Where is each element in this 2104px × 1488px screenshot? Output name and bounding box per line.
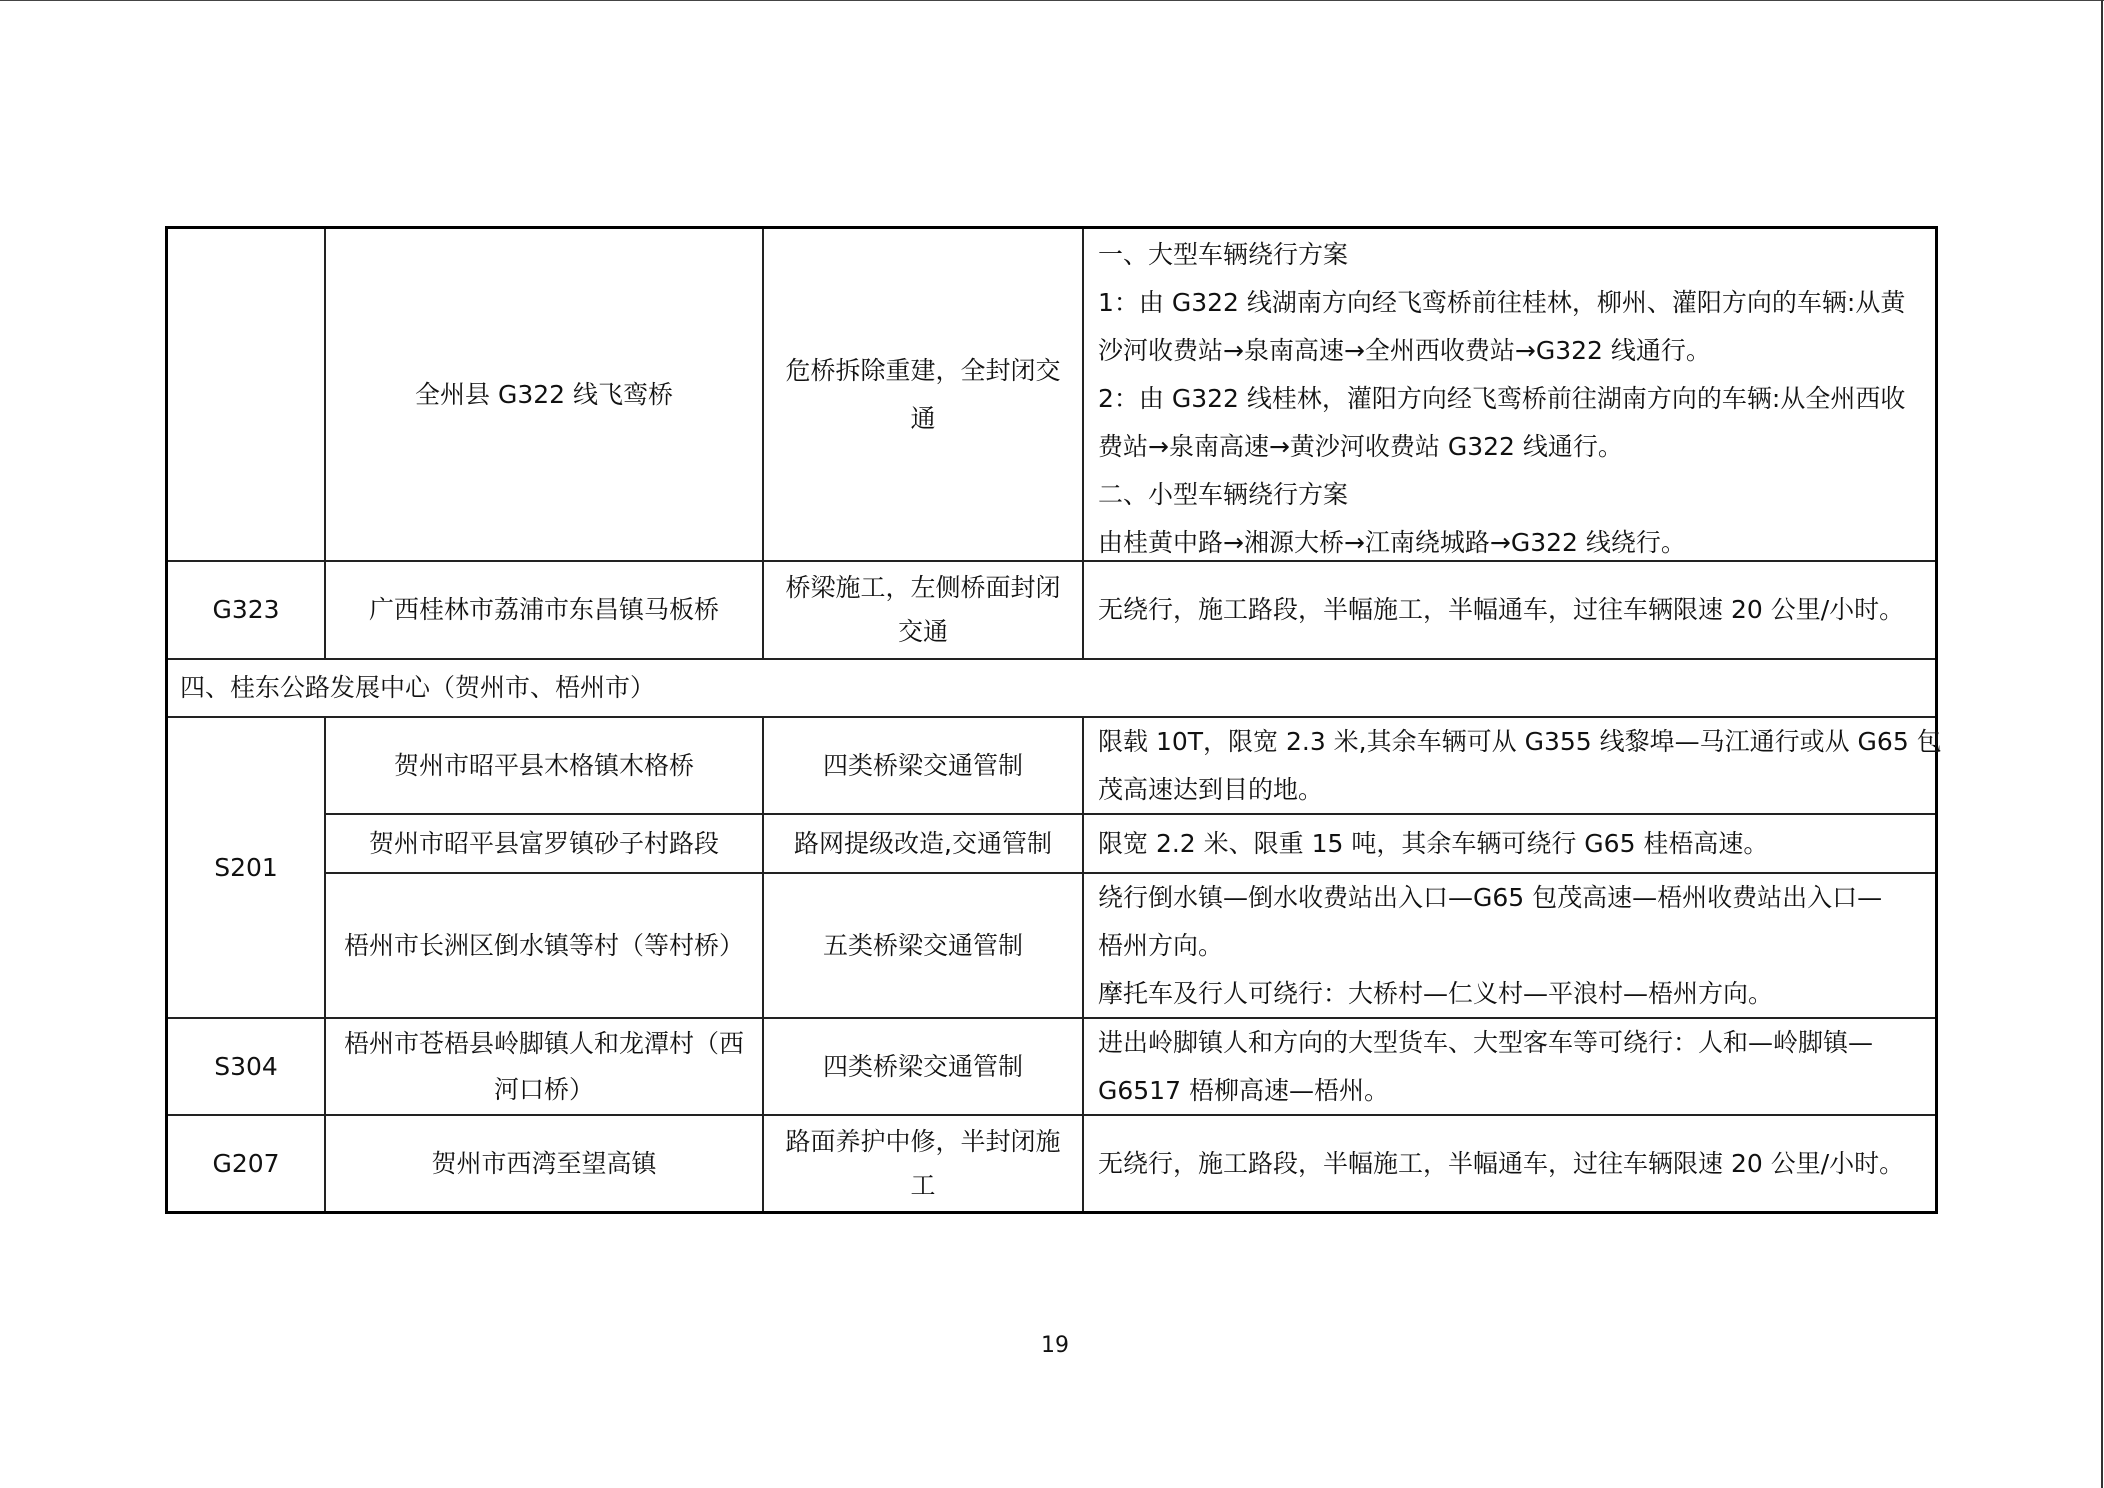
detour-line: 无绕行，施工路段，半幅施工，半幅通车，过往车辆限速 20 公里/小时。: [1098, 1148, 1905, 1178]
road-closure-table: [165, 226, 1942, 1214]
road-code: G207: [212, 1148, 280, 1178]
road-code: G323: [212, 595, 280, 624]
cell-location: [326, 874, 764, 1019]
cell-location: [326, 718, 764, 815]
measure-text: 四类桥梁交通管制: [822, 1051, 1023, 1081]
detour-line: 无绕行，施工路段，半幅施工，半幅通车，过往车辆限速 20 公里/小时。: [1098, 595, 1905, 624]
cell-detour: [1084, 815, 1935, 874]
cell-road: [168, 1019, 326, 1116]
measure-text: 路网提级改造,交通管制: [794, 828, 1052, 858]
cell-location: [326, 562, 764, 660]
cell-location: [326, 1019, 764, 1116]
road-code: S304: [214, 1051, 278, 1081]
cell-measure: [764, 562, 1084, 660]
cell-road: [168, 562, 326, 660]
measure-text: 桥梁施工，左侧桥面封闭交通: [785, 573, 1061, 646]
detour-line: 限载 10T，限宽 2.3 米,其余车辆可从 G355 线黎埠—马江通行或从 G65 包: [1098, 727, 1942, 756]
cell-detour: [1084, 1019, 1935, 1116]
cell-detour: [1084, 874, 1935, 1019]
measure-text: 四类桥梁交通管制: [822, 750, 1023, 780]
detour-line: 进出岭脚镇人和方向的大型货车、大型客车等可绕行：人和—岭脚镇—: [1098, 1028, 1874, 1057]
cell-measure: [764, 874, 1084, 1019]
detour-line: 限宽 2.2 米、限重 15 吨，其余车辆可绕行 G65 桂梧高速。: [1098, 828, 1769, 858]
cell-measure: [764, 718, 1084, 815]
page-top-edge: [0, 0, 2104, 1]
cell-measure: [764, 1116, 1084, 1211]
cell-road: [168, 718, 326, 1019]
road-code: S201: [214, 852, 278, 882]
cell-detour: [1084, 562, 1935, 660]
cell-road-empty: [168, 229, 326, 562]
location-text: 梧州市苍梧县岭脚镇人和龙潭村（西河口桥）: [343, 1028, 744, 1104]
detour-line: 2：由 G322 线桂林，灌阳方向经飞鸾桥前往湖南方向的车辆:从全州西收: [1098, 384, 1906, 413]
cell-measure: [764, 229, 1084, 562]
detour-line: 梧州方向。: [1098, 931, 1224, 960]
detour-line: 由桂黄中路→湘源大桥→江南绕城路→G322 线绕行。: [1098, 528, 1686, 557]
location-text: 广西桂林市荔浦市东昌镇马板桥: [368, 595, 719, 624]
detour-line: 摩托车及行人可绕行：大桥村—仁义村—平浪村—梧州方向。: [1098, 979, 1774, 1008]
measure-text: 危桥拆除重建，全封闭交通: [785, 355, 1061, 433]
cell-detour: [1084, 1116, 1935, 1211]
cell-detour: [1084, 229, 1935, 562]
measure-text: 路面养护中修，半封闭施工: [785, 1126, 1061, 1200]
cell-location: [326, 815, 764, 874]
measure-text: 五类桥梁交通管制: [822, 930, 1023, 960]
cell-location: [326, 1116, 764, 1211]
location-text: 贺州市西湾至望高镇: [431, 1148, 657, 1178]
detour-line: 二、小型车辆绕行方案: [1098, 480, 1349, 509]
section-header: [168, 660, 1935, 718]
location-text: 贺州市昭平县富罗镇砂子村路段: [368, 828, 719, 858]
page-right-edge: [2101, 0, 2103, 1488]
detour-line: 1：由 G322 线湖南方向经飞鸾桥前往桂林，柳州、灌阳方向的车辆:从黄: [1098, 288, 1906, 317]
location-text: 全州县 G322 线飞鸾桥: [415, 379, 673, 409]
location-text: 贺州市昭平县木格镇木格桥: [393, 750, 694, 780]
page-number: 19: [1041, 1333, 1069, 1358]
cell-detour: [1084, 718, 1942, 815]
cell-location: [326, 229, 764, 562]
detour-line: 绕行倒水镇—倒水收费站出入口—G65 包茂高速—梧州收费站出入口—: [1098, 883, 1883, 912]
detour-line: 沙河收费站→泉南高速→全州西收费站→G322 线通行。: [1098, 336, 1711, 365]
cell-measure: [764, 1019, 1084, 1116]
detour-line: 一、大型车辆绕行方案: [1098, 240, 1349, 269]
location-text: 梧州市长洲区倒水镇等村（等村桥）: [343, 930, 744, 960]
cell-measure: [764, 815, 1084, 874]
cell-road: [168, 1116, 326, 1211]
section-title: 四、桂东公路发展中心（贺州市、梧州市）: [180, 673, 656, 702]
detour-line: G6517 梧柳高速—梧州。: [1098, 1076, 1389, 1105]
detour-line: 费站→泉南高速→黄沙河收费站 G322 线通行。: [1098, 432, 1623, 461]
detour-line: 茂高速达到目的地。: [1098, 775, 1324, 804]
